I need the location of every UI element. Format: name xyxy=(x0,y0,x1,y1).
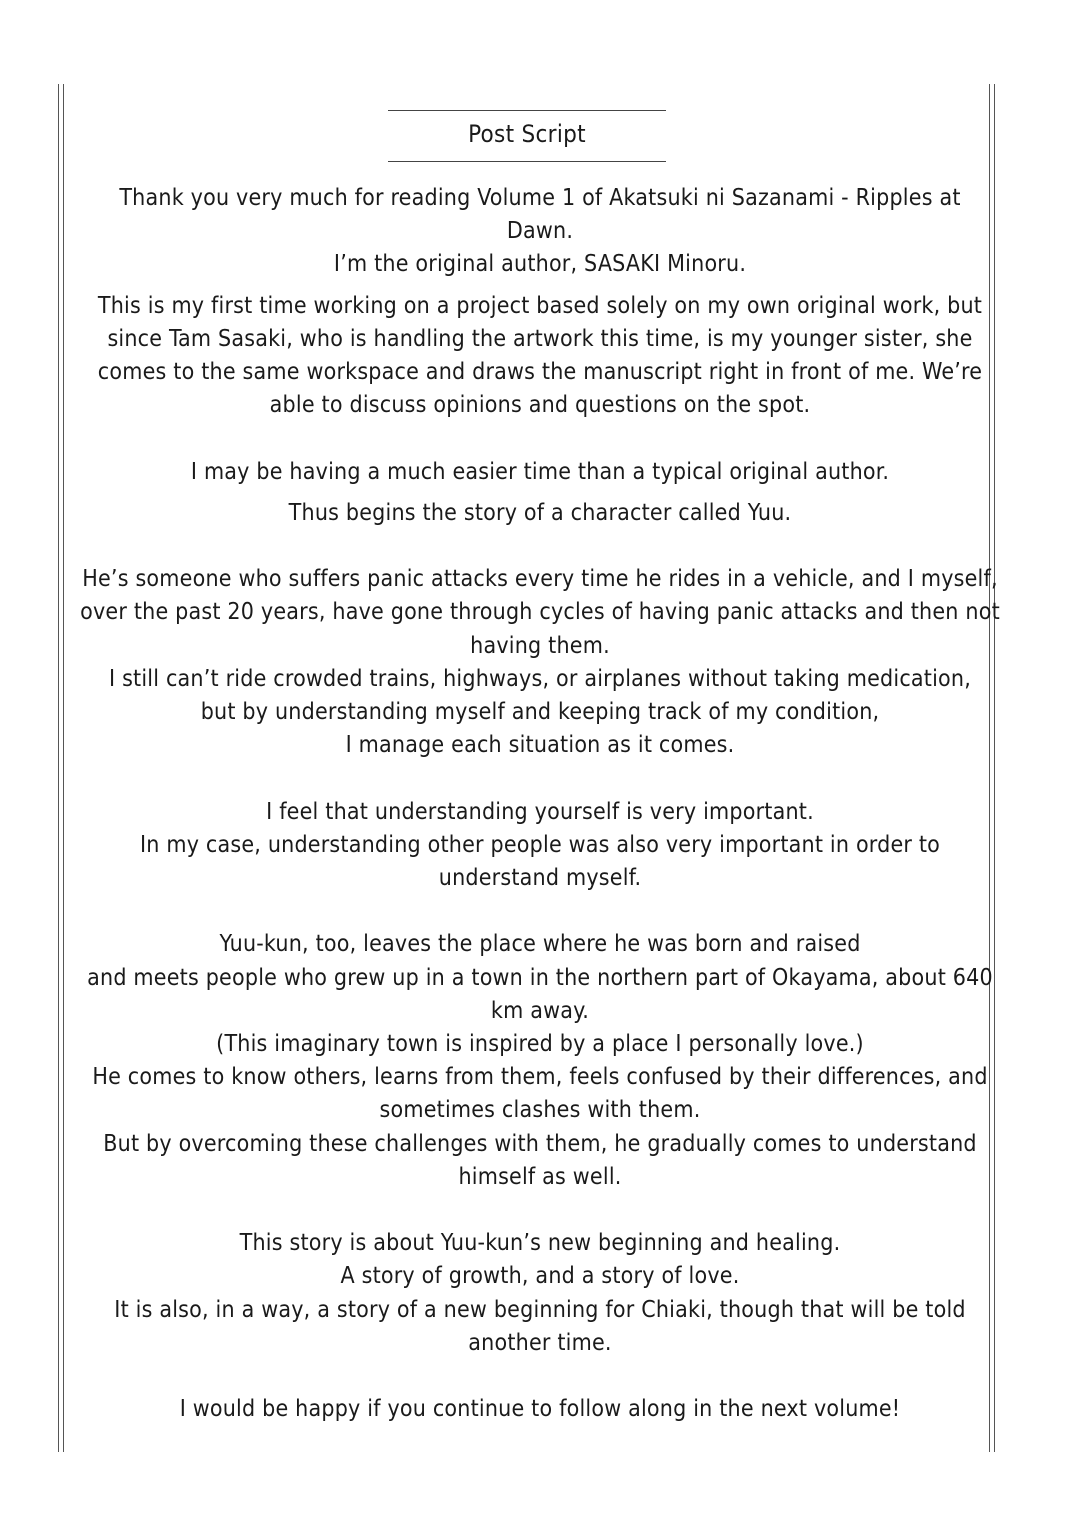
text-line: (This imaginary town is inspired by a place I personally love.) xyxy=(216,1031,864,1058)
title-rule-top xyxy=(388,110,666,111)
page-title: Post Script xyxy=(468,120,586,148)
text-line: understand myself. xyxy=(438,865,642,892)
text-line: sometimes clashes with them. xyxy=(379,1097,701,1124)
text-line: Yuu-kun, too, leaves the place where he was born and raised xyxy=(219,931,861,958)
text-line: Dawn. xyxy=(506,218,574,245)
text-line: This story is about Yuu-kun’s new beginning and healing. xyxy=(239,1230,841,1257)
text-line: Thank you very much for reading Volume 1 of Akatsuki ni Sazanami - Ripples at xyxy=(119,185,961,211)
left-border-line-inner xyxy=(63,84,64,1452)
text-line: I would be happy if you continue to follow along in the next volume! xyxy=(179,1396,901,1423)
text-line: This is my first time working on a project based solely on my own original work, but xyxy=(97,292,983,319)
text-line: But by overcoming these challenges with them, he gradually comes to understand xyxy=(103,1130,977,1157)
text-line: Thus begins the story of a character called Yuu. xyxy=(288,499,792,526)
text-line: In my case, understanding other people was also very important in order to xyxy=(139,831,941,858)
text-line: I’m the original author, SASAKI Minoru. xyxy=(333,251,747,278)
text-line: He’s someone who suffers panic attacks every time he rides in a vehicle, and I myself, xyxy=(82,566,998,593)
text-line: another time. xyxy=(468,1329,612,1356)
postscript-body xyxy=(78,182,1002,1426)
text-line: I feel that understanding yourself is very important. xyxy=(266,798,814,825)
text-line: I still can’t ride crowded trains, highways, or airplanes without taking medication, xyxy=(109,665,971,692)
text-line: I manage each situation as it comes. xyxy=(345,732,735,759)
title-rule-bottom xyxy=(388,161,666,162)
text-line: since Tam Sasaki, who is handling the artwork this time, is my younger sister, she xyxy=(107,325,973,352)
text-line: I may be having a much easier time than a typical original author. xyxy=(190,458,890,485)
text-line: A story of growth, and a story of love. xyxy=(340,1263,740,1290)
text-line: able to discuss opinions and questions on the spot. xyxy=(269,392,811,419)
text-line: himself as well. xyxy=(458,1163,622,1190)
text-line: but by understanding myself and keeping track of my condition, xyxy=(200,699,880,726)
text-line: He comes to know others, learns from them, feels confused by their differences, and xyxy=(92,1064,988,1091)
text-line: It is also, in a way, a story of a new beginning for Chiaki, though that will be told xyxy=(114,1296,966,1323)
text-line: over the past 20 years, have gone through cycles of having panic attacks and then not xyxy=(80,599,1000,626)
text-line: having them. xyxy=(470,632,610,659)
text-line: and meets people who grew up in a town in the northern part of Okayama, about 640 xyxy=(87,964,993,991)
left-border-line-outer xyxy=(58,84,59,1452)
text-line: comes to the same workspace and draws the manuscript right in front of me. We’re xyxy=(97,359,983,386)
text-line: km away. xyxy=(490,997,590,1024)
